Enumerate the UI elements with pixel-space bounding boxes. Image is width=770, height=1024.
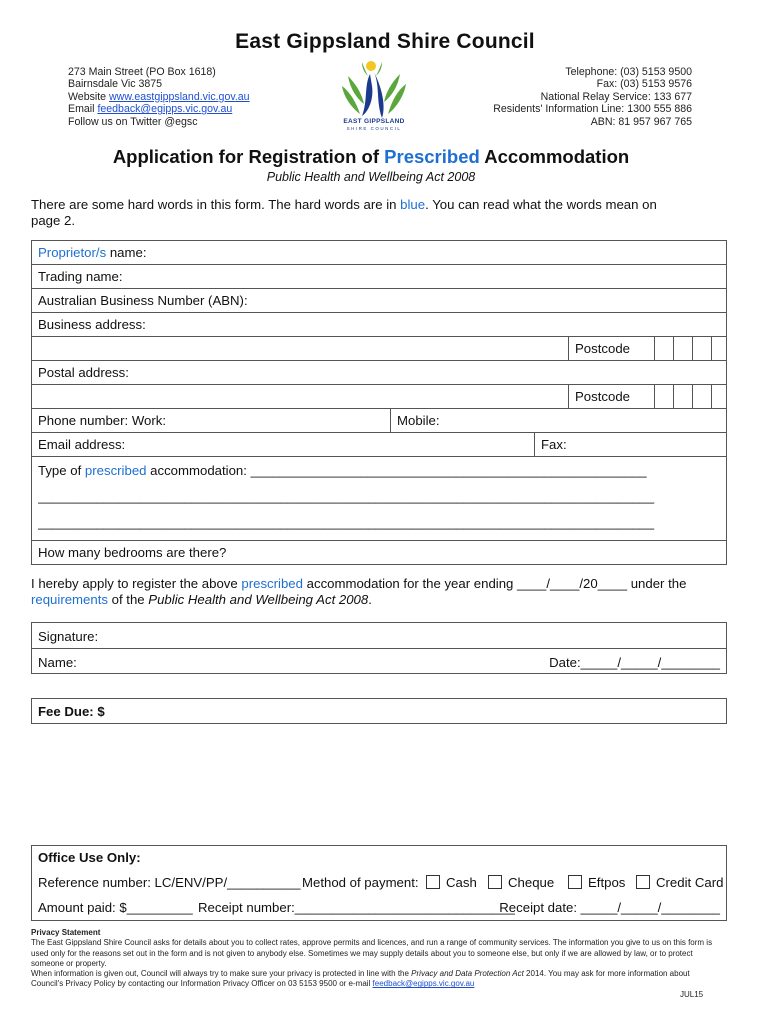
cash-checkbox[interactable] xyxy=(426,875,440,889)
intro-text: There are some hard words in this form. The hard words are in blue. You can read what the words mean on page 2. xyxy=(31,197,657,228)
email-label: Email xyxy=(68,103,98,116)
cheque-checkbox[interactable] xyxy=(488,875,502,889)
intro-highlight: blue xyxy=(400,197,426,212)
email-address-label[interactable]: Email address: xyxy=(38,437,126,452)
privacy-paragraph-2: When information is given out, Council will always try to make sure your privacy is protected in line with the Privacy and Data Protection Act 2014. You may ask for more information about Council's Privacy Policy by contacting our Information Privacy Officer on 03 5153 9500 or e-mail feedback@egipps.vic.gov.au xyxy=(31,969,690,989)
trading-name-row[interactable] xyxy=(32,265,726,289)
bedrooms-label: How many bedrooms are there? xyxy=(38,545,227,560)
privacy-statement xyxy=(31,928,721,990)
postal-address-label: Postal address: xyxy=(38,365,129,380)
abn-label: Australian Business Number (ABN): xyxy=(38,293,248,308)
council-contact-block xyxy=(493,66,692,128)
postal-postcode-digit-4[interactable] xyxy=(711,385,731,408)
postal-postcode-row xyxy=(32,385,726,409)
relay-line: National Relay Service: 133 677 xyxy=(540,90,692,103)
form-version-code: JUL15 xyxy=(680,990,704,999)
reference-number-field[interactable]: Reference number: LC/ENV/PP/__________ xyxy=(38,875,301,890)
office-use-title: Office Use Only: xyxy=(38,850,141,865)
cheque-option[interactable]: Cheque xyxy=(488,875,554,890)
business-postcode-digit-3[interactable] xyxy=(692,337,712,360)
receipt-number-field[interactable]: Receipt number:______________________________ xyxy=(198,900,515,915)
form-title: Application for Registration of Prescribed Accommodation xyxy=(112,146,630,167)
eftpos-checkbox[interactable] xyxy=(568,875,582,889)
postal-postcode-digit-2[interactable] xyxy=(673,385,693,408)
credit-card-option[interactable]: Credit Card xyxy=(636,875,723,890)
mobile-label[interactable]: Mobile: xyxy=(397,413,440,428)
twitter-line: Follow us on Twitter @egsc xyxy=(68,115,198,128)
fee-due-label: Fee Due: $ xyxy=(38,704,105,719)
date-label: Date:_____/_____/________ xyxy=(549,655,720,670)
phone-work-label[interactable]: Phone number: Work: xyxy=(38,413,167,428)
postal-address-row[interactable] xyxy=(32,361,726,385)
payment-method-label: Method of payment: xyxy=(302,875,419,890)
office-use-box xyxy=(31,845,727,921)
signature-box xyxy=(31,622,727,674)
website-label: Website xyxy=(68,90,110,103)
council-name: East Gippsland Shire Council xyxy=(235,30,535,53)
postal-postcode-digit-1[interactable] xyxy=(654,385,674,408)
postal-postcode-digit-3[interactable] xyxy=(692,385,712,408)
business-postcode-digit-1[interactable] xyxy=(654,337,674,360)
credit-card-checkbox[interactable] xyxy=(636,875,650,889)
name-label: Name: xyxy=(38,655,77,670)
fee-due-box[interactable] xyxy=(31,698,727,724)
receipt-date-field[interactable]: Receipt date: _____/_____/________ xyxy=(499,900,720,915)
email-fax-row xyxy=(32,433,726,457)
business-address-row[interactable] xyxy=(32,313,726,337)
trading-name-label: Trading name: xyxy=(38,269,123,284)
privacy-paragraph-1: The East Gippsland Shire Council asks for details about you to collect rates, approve permits and licences, and run a range of community services. The information you give to us on this form is used only for the reasons set out in the form and is not given to anybody else. Sometimes we may supply details about you to someone else, but only if we are allowed by law, or to protect someone or property. xyxy=(31,938,713,968)
proprietor-row[interactable] xyxy=(32,241,726,265)
postal-postcode-label: Postcode xyxy=(575,389,630,404)
signature-label: Signature: xyxy=(38,629,99,644)
name-date-row[interactable] xyxy=(32,649,726,675)
website-line xyxy=(68,91,250,103)
phone-row xyxy=(32,409,726,433)
glossary-term-prescribed: Prescribed xyxy=(384,146,480,167)
logo-subtext: SHIRE COUNCIL xyxy=(346,126,402,131)
form-subtitle: Public Health and Wellbeing Act 2008 xyxy=(266,170,476,184)
business-postcode-label: Postcode xyxy=(575,341,630,356)
amount-paid-field[interactable]: Amount paid: $_________ xyxy=(38,900,193,915)
cash-option[interactable]: Cash xyxy=(426,875,477,890)
address-line-2: Bairnsdale Vic 3875 xyxy=(68,78,163,91)
address-line-1: 273 Main Street (PO Box 1618) xyxy=(68,66,216,78)
abn-line: ABN: 81 957 967 765 xyxy=(590,115,692,128)
eftpos-option[interactable]: Eftpos xyxy=(568,875,625,890)
residents-line: Residents' Information Line: 1300 555 886 xyxy=(493,103,692,116)
business-address-label: Business address: xyxy=(38,317,146,332)
business-postcode-digit-2[interactable] xyxy=(673,337,693,360)
telephone-line: Telephone: (03) 5153 9500 xyxy=(565,66,692,78)
privacy-email-link[interactable]: feedback@egipps.vic.gov.au xyxy=(372,979,475,989)
declaration-text: I hereby apply to register the above prescribed accommodation for the year ending ____/____/20____ under the requirements of the Public Health and Wellbeing Act 2008. xyxy=(31,576,687,607)
council-address-block xyxy=(68,66,250,128)
proprietor-label: Proprietor/s name: xyxy=(38,245,147,260)
signature-row[interactable] xyxy=(32,623,726,649)
accommodation-type-line-2: ____________________________________________________________________________________ xyxy=(38,489,655,504)
logo-text: EAST GIPPSLAND xyxy=(343,118,405,125)
accommodation-type-row[interactable] xyxy=(32,457,726,541)
privacy-title: Privacy Statement xyxy=(31,928,101,937)
accommodation-type-label: Type of prescribed accommodation: ______________________________________________________ xyxy=(38,463,647,478)
website-link[interactable]: www.eastgippsland.vic.gov.au xyxy=(109,90,250,103)
email-link[interactable]: feedback@egipps.vic.gov.au xyxy=(97,103,233,116)
fax-label[interactable]: Fax: xyxy=(541,437,567,452)
business-postcode-row xyxy=(32,337,726,361)
bedrooms-row[interactable] xyxy=(32,541,726,565)
accommodation-type-line-3: ____________________________________________________________________________________ xyxy=(38,515,655,530)
applicant-details-box xyxy=(31,240,727,565)
email-line xyxy=(68,103,250,115)
abn-row[interactable] xyxy=(32,289,726,313)
fax-line: Fax: (03) 5153 9576 xyxy=(596,78,692,91)
business-postcode-digit-4[interactable] xyxy=(711,337,731,360)
